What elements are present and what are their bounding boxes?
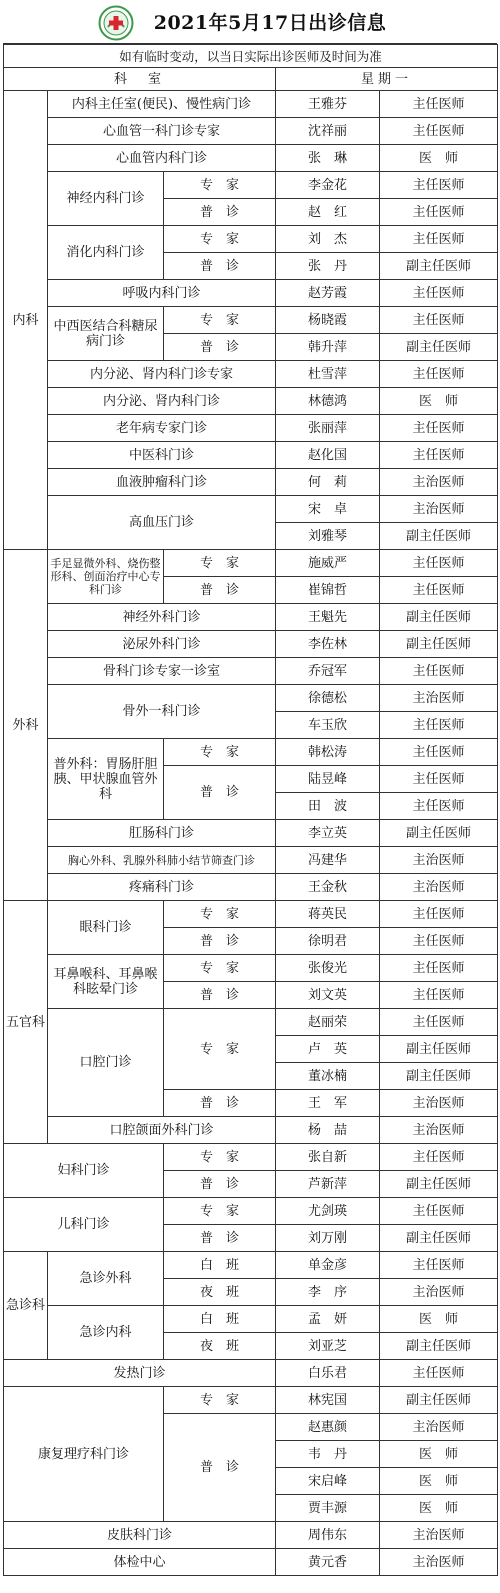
department-name: 妇科门诊: [4, 1144, 164, 1198]
department-name: 疼痛科门诊: [48, 874, 276, 901]
doctor-title: 主任医师: [380, 739, 498, 766]
doctor-name: 张 琳: [276, 145, 380, 172]
doctor-name: 王金秋: [276, 874, 380, 901]
doctor-title: 主治医师: [380, 496, 498, 523]
schedule-sheet: [3, 0, 497, 1576]
department-name: 内分泌、肾内科门诊专家: [48, 361, 276, 388]
department-name: 神经内科门诊: [48, 172, 164, 226]
department-name: 急诊外科: [48, 1252, 164, 1306]
doctor-name: 白乐君: [276, 1360, 380, 1387]
department-name: 普外科：胃肠肝胆胰、甲状腺血管外科: [48, 739, 164, 820]
department-name: 肛肠科门诊: [48, 820, 276, 847]
clinic-type: 普 诊: [164, 1090, 276, 1117]
department-name: 呼吸内科门诊: [48, 280, 276, 307]
doctor-title: 副主任医师: [380, 253, 498, 280]
shift-type: 夜 班: [164, 1279, 276, 1306]
doctor-name: 蒋英民: [276, 901, 380, 928]
clinic-type: 专 家: [164, 226, 276, 253]
doctor-name: 宋启峰: [276, 1468, 380, 1495]
schedule-table: [3, 44, 498, 1576]
clinic-type: 专 家: [164, 307, 276, 334]
doctor-title: 主任医师: [380, 1198, 498, 1225]
doctor-title: 副主任医师: [380, 1225, 498, 1252]
doctor-name: 张自新: [276, 1144, 380, 1171]
group-label: 外科: [4, 550, 48, 901]
doctor-name: 陆昱峰: [276, 766, 380, 793]
doctor-title: 副主任医师: [380, 1171, 498, 1198]
column-header-weekday: 星期一: [276, 68, 498, 91]
doctor-title: 副主任医师: [380, 631, 498, 658]
department-name: 内科主任室(便民)、慢性病门诊: [48, 91, 276, 118]
department-name: 内分泌、肾内科门诊: [48, 388, 276, 415]
department-name: 手足显微外科、烧伤整形科、创面治疗中心专科门诊: [48, 550, 164, 604]
doctor-title: 主任医师: [380, 658, 498, 685]
doctor-name: 李金花: [276, 172, 380, 199]
doctor-title: 副主任医师: [380, 1063, 498, 1090]
doctor-name: 张丽萍: [276, 415, 380, 442]
doctor-title: 主任医师: [380, 982, 498, 1009]
page-title: 2021年5月17日出诊信息: [153, 12, 387, 34]
doctor-title: 医 师: [380, 145, 498, 172]
clinic-type: 专 家: [164, 901, 276, 928]
doctor-name: 赵惠颜: [276, 1414, 380, 1441]
doctor-name: 杨 喆: [276, 1117, 380, 1144]
doctor-title: 主任医师: [380, 442, 498, 469]
doctor-title: 主治医师: [380, 847, 498, 874]
clinic-type: 普 诊: [164, 982, 276, 1009]
doctor-title: 医 师: [380, 388, 498, 415]
doctor-name: 尤剑瑛: [276, 1198, 380, 1225]
doctor-title: 医 师: [380, 1495, 498, 1522]
doctor-title: 主治医师: [380, 685, 498, 712]
doctor-title: 副主任医师: [380, 1387, 498, 1414]
doctor-title: 主任医师: [380, 280, 498, 307]
header: [3, 0, 497, 44]
doctor-title: 副主任医师: [380, 334, 498, 361]
doctor-name: 林德鸿: [276, 388, 380, 415]
clinic-type: 普 诊: [164, 1414, 276, 1522]
department-name: 中西医结合科糖尿病门诊: [48, 307, 164, 361]
doctor-name: 刘万刚: [276, 1225, 380, 1252]
clinic-type: 专 家: [164, 1387, 276, 1414]
doctor-name: 王魁先: [276, 604, 380, 631]
doctor-name: 赵芳霞: [276, 280, 380, 307]
doctor-title: 主任医师: [380, 928, 498, 955]
doctor-name: 徐明君: [276, 928, 380, 955]
doctor-name: 刘雅琴: [276, 523, 380, 550]
clinic-type: 专 家: [164, 1198, 276, 1225]
clinic-type: 普 诊: [164, 334, 276, 361]
clinic-type: 普 诊: [164, 199, 276, 226]
doctor-name: 董冰楠: [276, 1063, 380, 1090]
doctor-name: 黄元香: [276, 1549, 380, 1576]
clinic-type: 普 诊: [164, 577, 276, 604]
clinic-type: 普 诊: [164, 1225, 276, 1252]
doctor-title: 主任医师: [380, 712, 498, 739]
department-name: 皮肤科门诊: [4, 1522, 276, 1549]
doctor-title: 主任医师: [380, 577, 498, 604]
doctor-title: 副主任医师: [380, 604, 498, 631]
doctor-title: 主治医师: [380, 1414, 498, 1441]
doctor-name: 李 序: [276, 1279, 380, 1306]
department-name: 骨科门诊专家一诊室: [48, 658, 276, 685]
doctor-title: 主治医师: [380, 1090, 498, 1117]
doctor-name: 施威严: [276, 550, 380, 577]
department-name: 口腔颌面外科门诊: [48, 1117, 276, 1144]
department-name: 体检中心: [4, 1549, 276, 1576]
doctor-title: 主任医师: [380, 766, 498, 793]
doctor-title: 主任医师: [380, 172, 498, 199]
department-name: 老年病专家门诊: [48, 415, 276, 442]
clinic-type: 专 家: [164, 1009, 276, 1090]
doctor-name: 乔冠军: [276, 658, 380, 685]
doctor-title: 主任医师: [380, 199, 498, 226]
doctor-title: 医 师: [380, 1441, 498, 1468]
doctor-title: 医 师: [380, 1468, 498, 1495]
department-name: 高血压门诊: [48, 496, 276, 550]
doctor-title: 主治医师: [380, 469, 498, 496]
doctor-title: 主治医师: [380, 1522, 498, 1549]
doctor-title: 副主任医师: [380, 1036, 498, 1063]
doctor-title: 主任医师: [380, 955, 498, 982]
doctor-name: 刘文英: [276, 982, 380, 1009]
clinic-type: 专 家: [164, 1144, 276, 1171]
doctor-name: 杨晓霞: [276, 307, 380, 334]
department-name: 康复理疗科门诊: [4, 1387, 164, 1522]
clinic-type: 普 诊: [164, 766, 276, 820]
clinic-type: 专 家: [164, 550, 276, 577]
doctor-name: 芦新萍: [276, 1171, 380, 1198]
doctor-name: 林宪国: [276, 1387, 380, 1414]
doctor-name: 李佐林: [276, 631, 380, 658]
department-name: 心血管内科门诊: [48, 145, 276, 172]
doctor-name: 杜雪萍: [276, 361, 380, 388]
column-header-department: 科 室: [4, 68, 276, 91]
department-name: 急诊内科: [48, 1306, 164, 1360]
group-label: 急诊科: [4, 1252, 48, 1360]
doctor-name: 宋 卓: [276, 496, 380, 523]
doctor-title: 主任医师: [380, 226, 498, 253]
doctor-name: 单金彦: [276, 1252, 380, 1279]
doctor-title: 主治医师: [380, 874, 498, 901]
doctor-title: 主治医师: [380, 1279, 498, 1306]
department-name: 泌尿外科门诊: [48, 631, 276, 658]
department-name: 儿科门诊: [4, 1198, 164, 1252]
doctor-title: 主任医师: [380, 1009, 498, 1036]
clinic-type: 专 家: [164, 172, 276, 199]
doctor-name: 车玉欣: [276, 712, 380, 739]
department-name: 发热门诊: [4, 1360, 276, 1387]
doctor-name: 卢 英: [276, 1036, 380, 1063]
doctor-name: 张俊光: [276, 955, 380, 982]
doctor-title: 副主任医师: [380, 523, 498, 550]
group-label: 五官科: [4, 901, 48, 1144]
doctor-title: 医 师: [380, 1306, 498, 1333]
doctor-name: 何 莉: [276, 469, 380, 496]
doctor-name: 张 丹: [276, 253, 380, 280]
department-name: 耳鼻喉科、耳鼻喉科眩晕门诊: [48, 955, 164, 1009]
doctor-title: 副主任医师: [380, 1333, 498, 1360]
doctor-name: 刘亚芝: [276, 1333, 380, 1360]
doctor-name: 冯建华: [276, 847, 380, 874]
doctor-name: 李立英: [276, 820, 380, 847]
clinic-type: 普 诊: [164, 1171, 276, 1198]
doctor-name: 刘 杰: [276, 226, 380, 253]
doctor-name: 周伟东: [276, 1522, 380, 1549]
doctor-title: 副主任医师: [380, 820, 498, 847]
shift-type: 夜 班: [164, 1333, 276, 1360]
department-name: 眼科门诊: [48, 901, 164, 955]
doctor-name: 韩松涛: [276, 739, 380, 766]
doctor-title: 主任医师: [380, 415, 498, 442]
department-name: 胸心外科、乳腺外科肺小结节筛查门诊: [48, 847, 276, 874]
department-name: 骨外一科门诊: [48, 685, 276, 739]
doctor-name: 韦 丹: [276, 1441, 380, 1468]
department-name: 口腔门诊: [48, 1009, 164, 1117]
clinic-type: 普 诊: [164, 253, 276, 280]
doctor-name: 王 军: [276, 1090, 380, 1117]
doctor-name: 崔锦哲: [276, 577, 380, 604]
doctor-name: 王雅芬: [276, 91, 380, 118]
shift-type: 白 班: [164, 1306, 276, 1333]
doctor-title: 主任医师: [380, 1144, 498, 1171]
department-name: 消化内科门诊: [48, 226, 164, 280]
doctor-title: 主任医师: [380, 91, 498, 118]
doctor-name: 赵化国: [276, 442, 380, 469]
doctor-title: 主任医师: [380, 550, 498, 577]
clinic-type: 专 家: [164, 739, 276, 766]
doctor-title: 主任医师: [380, 901, 498, 928]
doctor-title: 主任医师: [380, 793, 498, 820]
doctor-title: 主任医师: [380, 307, 498, 334]
doctor-name: 贾丰源: [276, 1495, 380, 1522]
shift-type: 白 班: [164, 1252, 276, 1279]
notice-text: 如有临时变动，以当日实际出诊医师及时间为准: [4, 45, 498, 68]
doctor-title: 主治医师: [380, 1117, 498, 1144]
doctor-name: 沈祥丽: [276, 118, 380, 145]
doctor-name: 赵丽荣: [276, 1009, 380, 1036]
group-label: 内科: [4, 91, 48, 550]
doctor-title: 主治医师: [380, 1549, 498, 1576]
doctor-name: 韩升萍: [276, 334, 380, 361]
doctor-title: 主任医师: [380, 361, 498, 388]
clinic-type: 普 诊: [164, 928, 276, 955]
department-name: 中医科门诊: [48, 442, 276, 469]
doctor-name: 孟 妍: [276, 1306, 380, 1333]
department-name: 血液肿瘤科门诊: [48, 469, 276, 496]
doctor-name: 赵 红: [276, 199, 380, 226]
department-name: 神经外科门诊: [48, 604, 276, 631]
doctor-name: 徐德松: [276, 685, 380, 712]
clinic-type: 专 家: [164, 955, 276, 982]
doctor-title: 主任医师: [380, 1360, 498, 1387]
doctor-title: 主任医师: [380, 118, 498, 145]
doctor-name: 田 波: [276, 793, 380, 820]
doctor-title: 主任医师: [380, 1252, 498, 1279]
department-name: 心血管一科门诊专家: [48, 118, 276, 145]
